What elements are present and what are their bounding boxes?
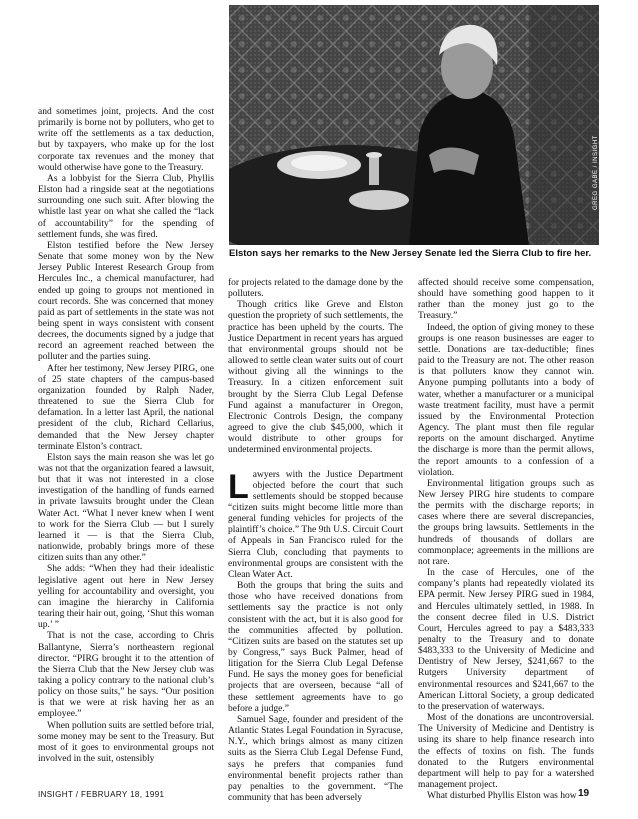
paragraph: After her testimony, New Jersey PIRG, one of 25 state chapters of the campus-based organization founded by Ralph Nader, threatened to sue the Sierra Club for defamation. In a letter last April, the national president of the club, Richard Cellarius, demanded that the New Jersey chapter terminate Elston’s contract. (38, 363, 214, 452)
column-1 (38, 107, 214, 765)
paragraph: She adds: “When they had their idealistic legislative agent out here in New Jersey yelling for accountability and oversight, you can imagine the hierarchy in California tearing their hair out, going, ‘Shut this woman up.’ ” (38, 564, 214, 631)
photo-caption: Elston says her remarks to the New Jersey Senate led the Sierra Club to fire her. (229, 248, 592, 259)
paragraph: What disturbed Phyllis Elston was how (427, 791, 577, 802)
photo-illustration (229, 5, 599, 245)
paragraph: That is not the case, according to Chris Ballantyne, Sierra’s northeastern regional director. “PIRG brought it to the attention of the Sierra Club that the New Jersey club was taking a policy contrary to the national club’s policy on those suits,” he says. “Our position is that we were at risk having her as an employee.” (38, 631, 214, 720)
column-2 (228, 278, 403, 804)
paragraph: for projects related to the damage done by the polluters. (228, 278, 403, 300)
paragraph: Environmental litigation groups such as New Jersey PIRG hire students to compare the permits with the discharge reports; in cases where there are several discrepancies, the groups bring lawsuits. Settlements in the hundreds of thousands of dollars are commonplace; agreements in the millions are not rare. (418, 478, 594, 567)
column-3 (418, 278, 594, 802)
photo (229, 5, 599, 245)
paragraph: Indeed, the option of giving money to these groups is one reason businesses are eager to settle. Donations are tax-deductible; fines paid to the Treasury are not. The other reason is that polluters know they cannot win. Anyone pumping pollutants into a body of water, whether a manufacturer or a municipal waste treatment facility, must have a permit issued by the Environmental Protection Agency. The plant must then file regular reports on the amount discharged. Anytime the discharge is more than the permit allows, the report amounts to a confession of a violation. (418, 322, 594, 478)
page-number: 19 (578, 788, 590, 799)
footer-publication: INSIGHT / FEBRUARY 18, 1991 (38, 790, 165, 799)
photo-credit: GREG GABE / INSIGHT (593, 135, 599, 210)
paragraph: When pollution suits are settled before trial, some money may be sent to the Treasury. But most of it goes to environmental groups not involved in the suit, ostensibly (38, 720, 214, 765)
paragraph: Elston testified before the New Jersey Senate that some money won by the New Jersey Public Interest Research Group from Hercules Inc., a chemical manufacturer, had ended up going to groups not mentioned in court records. She was concerned that money paid as part of settlements in the state was not being spent in ways consistent with consent decrees, the documents signed by a judge that record an agreement reached between the polluter and the parties suing. (38, 240, 214, 363)
paragraph: and sometimes joint, projects. And the cost primarily is borne not by polluters, who get to write off the settlements as a tax deduction, but by taxpayers, who make up for the lost corporate tax revenues and the money that would otherwise have gone to the Treasury. (38, 107, 214, 173)
paragraph: Samuel Sage, founder and president of the Atlantic States Legal Foundation in Syracuse, N.Y., which brings almost as many citizen suits as the Sierra Club Legal Defense Fund, says he prefers that companies fund environmental benefit projects rather than pay penalties to the government. “The community that has been adversely (228, 714, 403, 804)
paragraph: Most of the donations are uncontroversial. The University of Medicine and Dentistry is using its share to help finance research into the effects of toxins on fish. The funds donated to the Rutgers environmental department will help to pay for a watershed management project. (418, 713, 594, 791)
dropcap-letter: L (228, 467, 249, 506)
paragraph: Though critics like Greve and Elston question the propriety of such settlements, the practice has been upheld by the courts. The Justice Department in recent years has argued that environmental groups should not be allowed to settle clean water suits out of court without giving all the winnings to the Treasury. In a citizen enforcement suit brought by the Sierra Club Legal Defense Fund against a manufacturer in Oregon, Electronic Controls Design, the company agreed to give the club $45,000, which it would distribute to other groups for undetermined environmental projects. (228, 300, 403, 456)
dropcap-paragraph (228, 467, 403, 582)
paragraph: Elston says the main reason she was let go was not that the organization feared a lawsuit, but that it was not interested in a close investigation of the handling of funds earned in private lawsuits brought under the Clean Water Act. “What I never knew when I went to work for the Sierra Club — but I surely learned it — is that the Sierra Club, nationwide, probably brings more of these citizen suits than any other.” (38, 452, 214, 564)
paragraph: Both the groups that bring the suits and those who have received donations from settlements say the practice is not only consistent with the act, but it is also good for the communities affected by pollution. “Citizen suits are based on the statutes set up by Congress,” says Buck Palmer, head of litigation for the Sierra Club Legal Defense Fund. He says the money goes for beneficial projects that are overseen, because “all of these settlement agreements have to go before a judge.” (228, 581, 403, 714)
paragraph: As a lobbyist for the Sierra Club, Phyllis Elston had a ringside seat at the negotiations surrounding one such suit. After blowing the whistle last year on what she called the “lack of accountability” for the spending of settlement funds, she was fired. (38, 173, 214, 240)
paragraph: affected should receive some compensation, should have something good happen to it rather than the money just go to the Treasury.” (418, 278, 594, 322)
paragraph-text: awyers with the Justice Department objected before the court that such settlements should be stopped because “citizen suits might become little more than general funding vehicles for projects of the plaintiff’s choice.” The 9th U.S. Circuit Court of Appeals in San Francisco ruled for the Sierra Club, concluding that payments to environmental groups are consistent with the Clean Water Act. (228, 469, 403, 580)
paragraph: In the case of Hercules, one of the company’s plants had repeatedly violated its EPA permit. New Jersey PIRG sued in 1984, and Hercules ultimately settled, in 1988. In the consent decree filed in U.S. District Court, Hercules agreed to pay a $483,333 penalty to the Treasury and to donate $483,333 to the University of Medicine and Dentistry of New Jersey, $241,667 to the Rutgers University department of environmental resources and $241,667 to the American Littoral Society, a group dedicated to the preservation of waterways. (418, 568, 594, 712)
